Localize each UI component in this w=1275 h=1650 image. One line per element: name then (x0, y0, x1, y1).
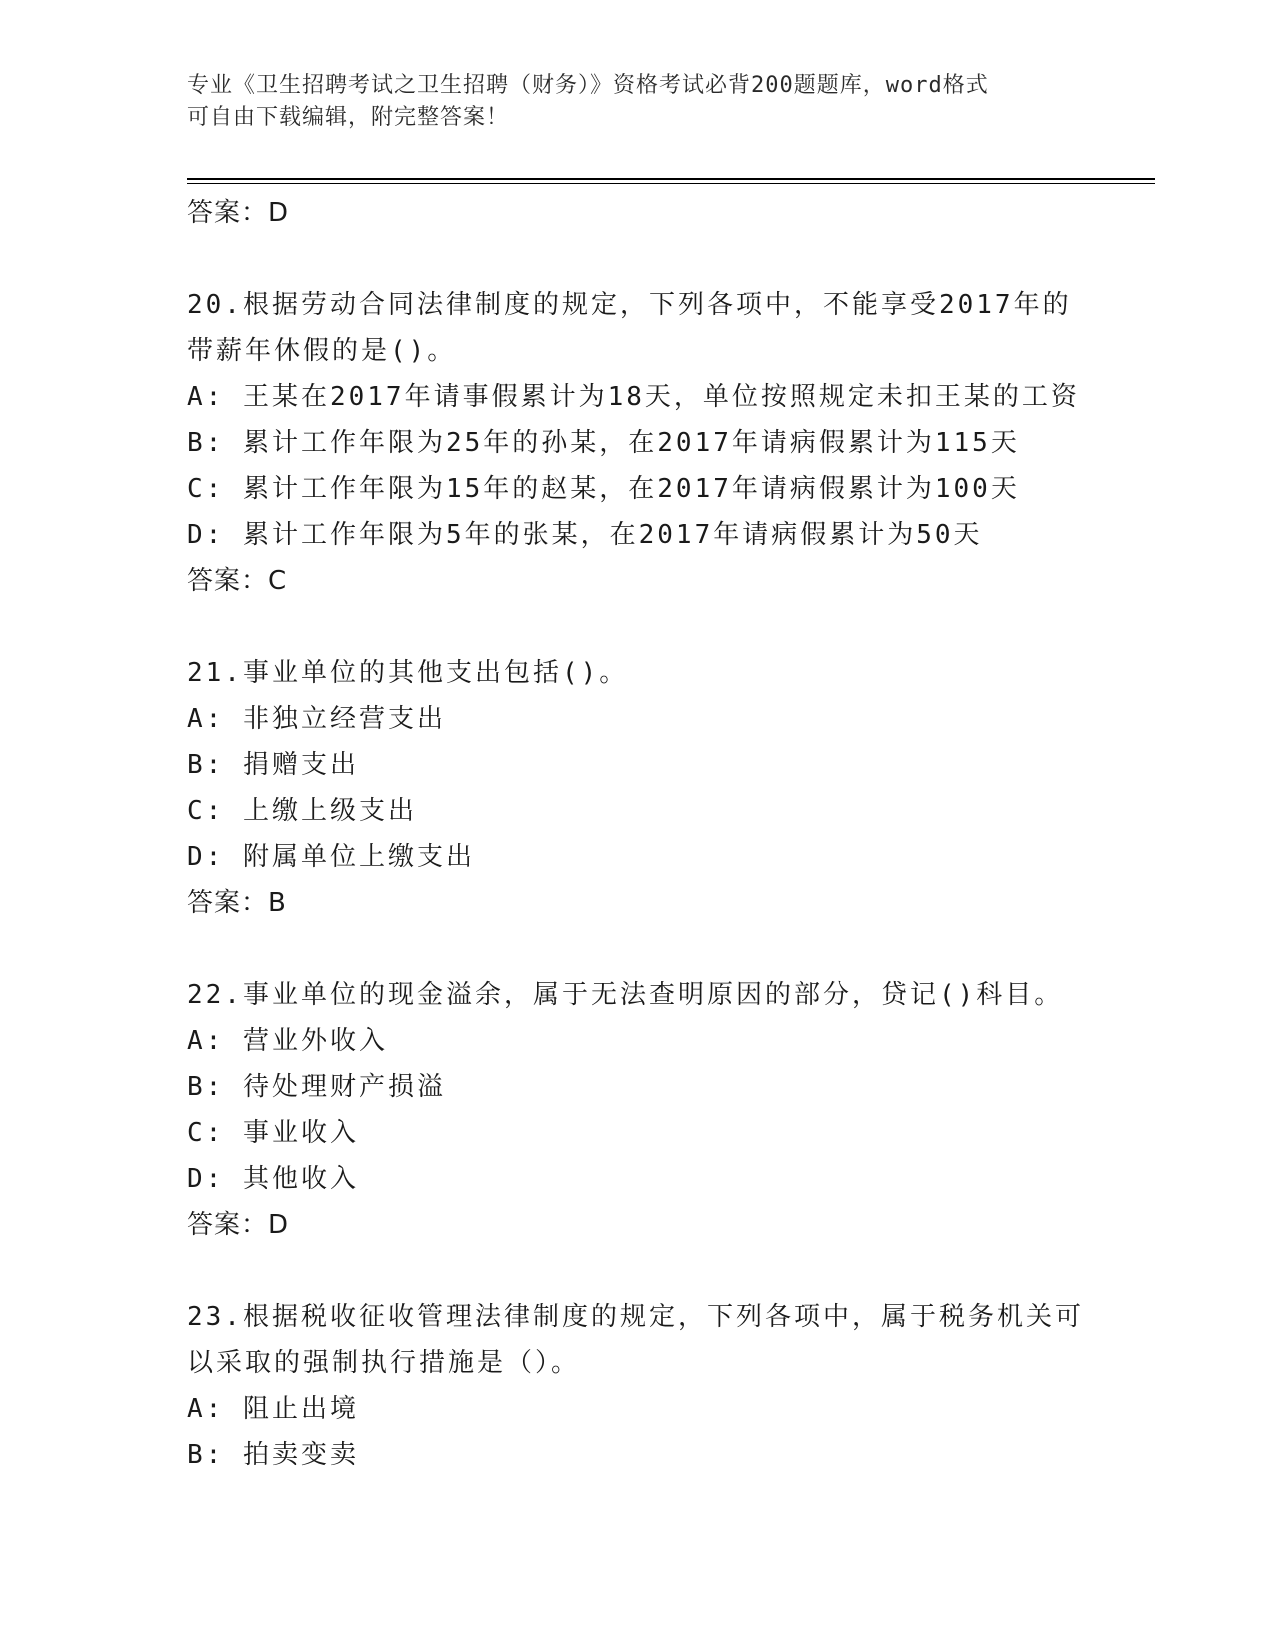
answer-line: 答案：C (187, 566, 288, 596)
option-c: C: 事业收入 (187, 1118, 359, 1148)
option-b: B: 待处理财产损溢 (187, 1072, 446, 1102)
question-stem: 带薪年休假的是()。 (187, 336, 457, 366)
question-stem: 22.事业单位的现金溢余，属于无法查明原因的部分，贷记()科目。 (187, 980, 1064, 1010)
document-header (187, 70, 1067, 134)
question-23 (187, 1294, 1087, 1478)
question-stem: 20.根据劳动合同法律制度的规定，下列各项中，不能享受2017年的 (187, 290, 1072, 320)
question-stem: 21.事业单位的其他支出包括()。 (187, 658, 629, 688)
question-list (187, 190, 1087, 1478)
answer-line: 答案：D (187, 1210, 290, 1240)
option-d: D: 其他收入 (187, 1164, 359, 1194)
question-21 (187, 650, 1087, 926)
question-stem: 23.根据税收征收管理法律制度的规定，下列各项中，属于税务机关可 (187, 1302, 1084, 1332)
spacer (187, 604, 1087, 650)
option-a: A: 阻止出境 (187, 1394, 359, 1424)
option-b: B: 累计工作年限为25年的孙某，在2017年请病假累计为115天 (187, 428, 1020, 458)
spacer (187, 1248, 1087, 1294)
header-rule-thin (187, 183, 1155, 184)
header-title-line-2: 可自由下载编辑，附完整答案！ (187, 105, 510, 130)
option-c: C: 累计工作年限为15年的赵某，在2017年请病假累计为100天 (187, 474, 1020, 504)
option-d: D: 附属单位上缴支出 (187, 842, 475, 872)
answer-line: 答案：B (187, 888, 287, 918)
option-b: B: 捐赠支出 (187, 750, 359, 780)
option-a: A: 营业外收入 (187, 1026, 388, 1056)
option-a: A: 王某在2017年请事假累计为18天，单位按照规定未扣王某的工资 (187, 382, 1080, 412)
spacer (187, 926, 1087, 972)
spacer (187, 236, 1087, 282)
option-c: C: 上缴上级支出 (187, 796, 417, 826)
question-22 (187, 972, 1087, 1248)
answer-line: 答案：D (187, 198, 290, 228)
option-a: A: 非独立经营支出 (187, 704, 446, 734)
question-stem: 以采取的强制执行措施是（）。 (187, 1348, 581, 1378)
option-d: D: 累计工作年限为5年的张某，在2017年请病假累计为50天 (187, 520, 983, 550)
header-title-line-1: 专业《卫生招聘考试之卫生招聘（财务）》资格考试必背200题题库，word格式 (187, 73, 989, 98)
header-rule-thick (187, 178, 1155, 180)
question-20 (187, 282, 1087, 604)
option-b: B: 拍卖变卖 (187, 1440, 359, 1470)
